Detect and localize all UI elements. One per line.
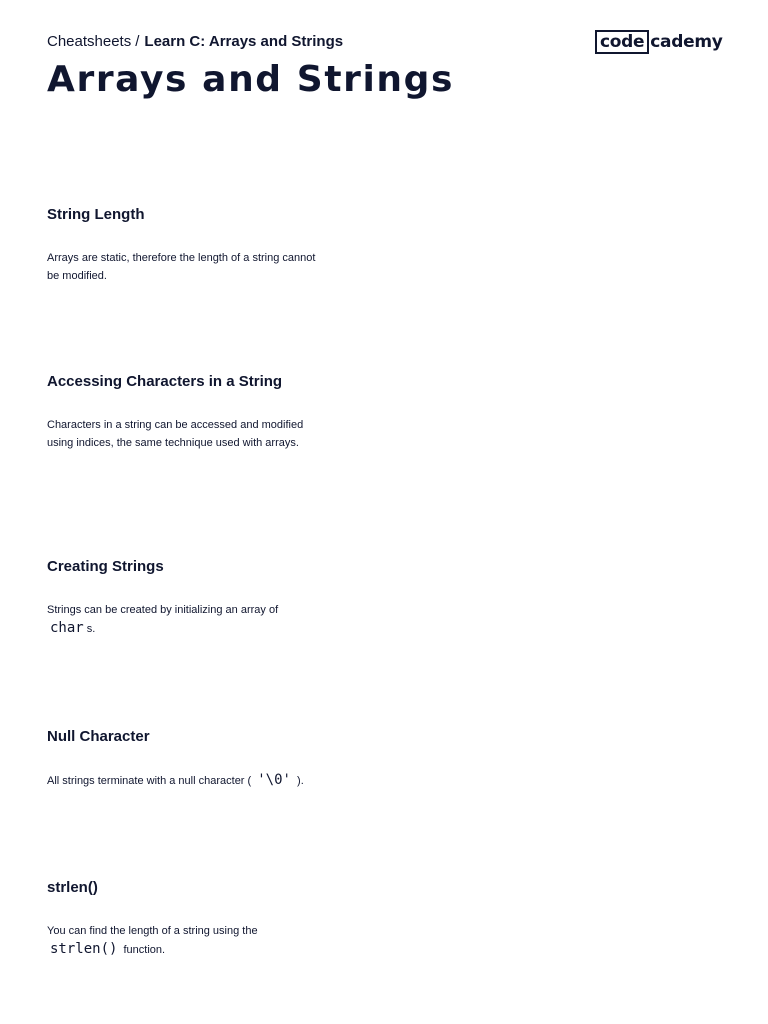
section-heading: String Length	[47, 206, 145, 223]
text-after: s.	[86, 622, 96, 635]
section-text	[47, 923, 327, 959]
section-heading: Creating Strings	[47, 558, 164, 575]
text-before: You can find the length of a string using the	[47, 925, 258, 937]
section-heading: Accessing Characters in a String	[47, 373, 283, 390]
inline-code: strlen()	[50, 940, 118, 957]
inline-code: char	[50, 619, 84, 636]
section-text	[47, 772, 367, 791]
section-heading: strlen()	[47, 879, 98, 896]
section-heading: Null Character	[47, 728, 150, 745]
logo-rest-text: cademy	[650, 32, 723, 52]
text-before: Strings can be created by initializing an array of	[47, 604, 279, 616]
section-string-length	[47, 205, 337, 282]
inline-code: '\0'	[257, 772, 291, 788]
section-creating-strings	[47, 557, 337, 636]
text-before: All strings terminate with a null character (	[47, 775, 252, 787]
breadcrumb-separator: /	[135, 33, 140, 50]
section-text	[47, 602, 327, 638]
breadcrumb-current-link[interactable]: Learn C: Arrays and Strings	[144, 33, 344, 50]
section-null-character	[47, 727, 337, 788]
text-after: ).	[297, 775, 304, 787]
breadcrumb-root-link[interactable]: Cheatsheets	[47, 33, 132, 50]
section-text: Characters in a string can be accessed and modified using indices, the same technique used with arrays.	[47, 419, 304, 449]
text-after: function.	[123, 943, 166, 956]
page-title: Arrays and Strings	[47, 59, 455, 100]
breadcrumb	[47, 32, 343, 52]
section-text: Arrays are static, therefore the length of a string cannot be modified.	[47, 252, 316, 282]
section-accessing-characters	[47, 372, 337, 449]
codecademy-logo[interactable]	[595, 30, 723, 54]
section-strlen	[47, 878, 337, 957]
logo-boxed-text: code	[595, 30, 649, 54]
